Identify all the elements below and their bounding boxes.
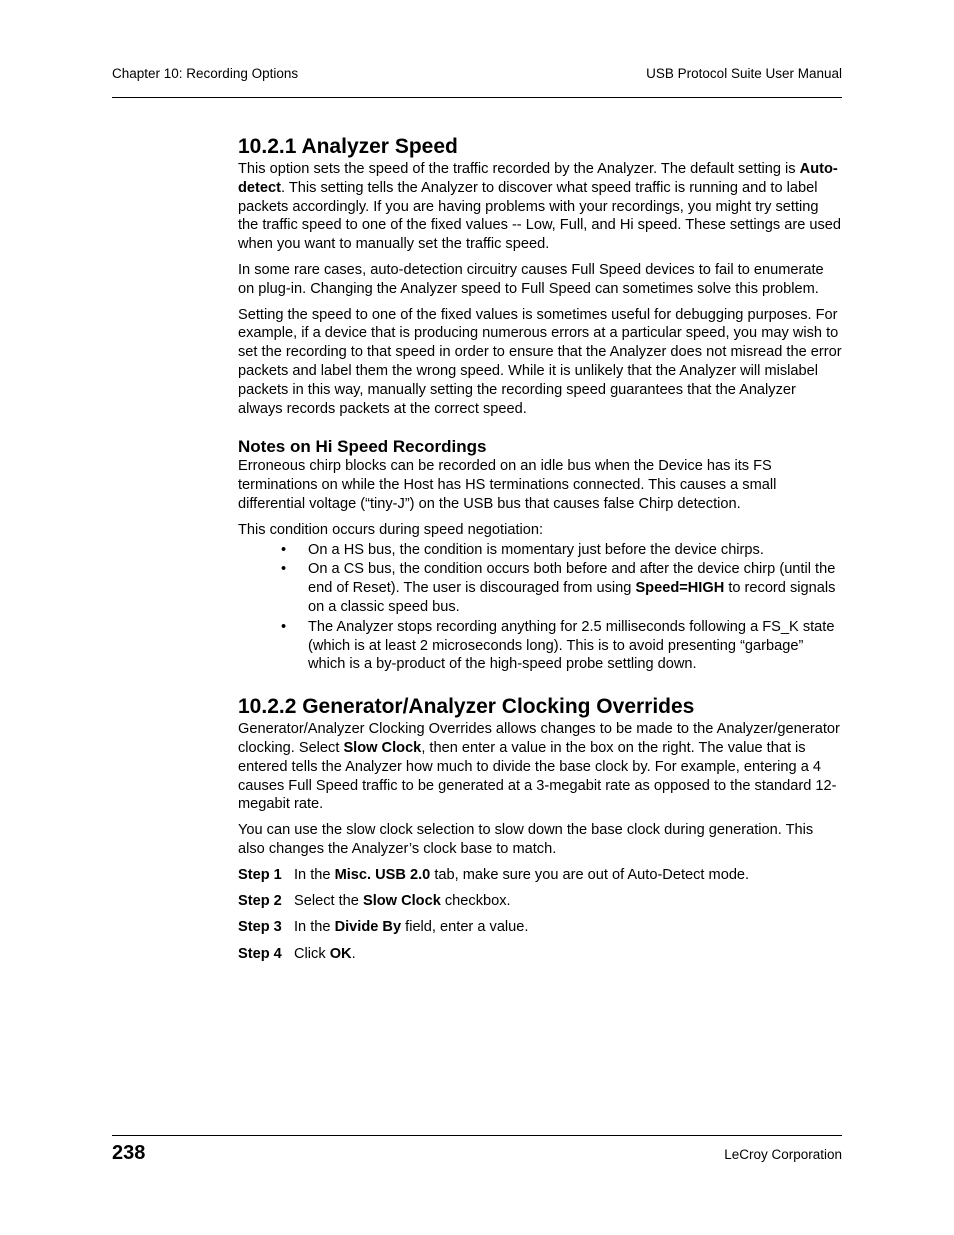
procedure-step: Step 3 In the Divide By field, enter a value. xyxy=(238,919,529,936)
paragraph: Setting the speed to one of the fixed values is sometimes useful for debugging purposes. For example, if a device that is producing numerous errors at a particular speed, you may wish to set the recording to that speed in order to ensure that the Analyzer does not misread the error packets and label them the wrong speed. While it is unlikely that the Analyzer will mislabel packets in this way, manually setting the recording speed guarantees that the Analyzer always records packets at the correct speed. xyxy=(238,306,842,417)
chapter-title: Chapter 10: Recording Options xyxy=(112,66,299,81)
procedure-step: Step 2 Select the Slow Clock checkbox. xyxy=(238,893,511,909)
paragraph: Generator/Analyzer Clocking Overrides allows changes to be made to the Analyzer/generator clocking. Select Slow Clock, then enter a value in the box on the right. The value that is entered tells the Analyzer how much to divide the base clock by. For example, entering a 4 causes Full Speed traffic to be generated at a 3-megabit rate as opposed to the standard 12-megabit rate. xyxy=(238,721,840,813)
manual-title: USB Protocol Suite User Manual xyxy=(646,66,842,81)
company-name: LeCroy Corporation xyxy=(724,1147,842,1162)
procedure-step: Step 4 Click OK. xyxy=(238,945,356,962)
header-rule xyxy=(112,97,842,98)
step-label: Step 3 xyxy=(238,919,282,936)
procedure-step: Step 1 In the Misc. USB 2.0 tab, make sure you are out of Auto-Detect mode. xyxy=(238,866,750,883)
list-item: • On a HS bus, the condition is momentary just before the device chirps. xyxy=(281,541,764,558)
step-label: Step 4 xyxy=(238,945,282,962)
bullet-icon: • xyxy=(281,561,287,578)
list-item: • On a CS bus, the condition occurs both before and after the device chirp (until the end of Reset). The user is discouraged from using Speed=HIGH to record signals on a classic speed bus. xyxy=(281,561,836,615)
list-item: • The Analyzer stops recording anything for 2.5 milliseconds following a FS_K state (which is at least 2 microseconds long). This is to avoid presenting “garbage” which is a by-product of the high-speed probe settling down. xyxy=(281,618,835,673)
subheading-notes-hi-speed: Notes on Hi Speed Recordings xyxy=(238,437,487,457)
paragraph: You can use the slow clock selection to slow down the base clock during generation. This also changes the Analyzer’s clock base to match. xyxy=(238,822,814,857)
paragraph: This condition occurs during speed negotiation: xyxy=(238,521,544,538)
page-number: 238 xyxy=(112,1142,146,1164)
step-label: Step 2 xyxy=(238,893,282,909)
step-label: Step 1 xyxy=(238,866,282,883)
bullet-icon: • xyxy=(281,541,287,558)
section-heading-analyzer-speed: 10.2.1 Analyzer Speed xyxy=(238,135,458,158)
paragraph: In some rare cases, auto-detection circuitry causes Full Speed devices to fail to enumerate on plug-in. Changing the Analyzer speed to Full Speed can sometimes solve this problem. xyxy=(238,261,824,297)
running-header xyxy=(112,66,842,84)
bullet-icon: • xyxy=(281,618,287,635)
paragraph: Erroneous chirp blocks can be recorded on an idle bus when the Device has its FS terminations on while the Host has HS terminations connected. This causes a small differential voltage (“tiny-J”) on the USB bus that causes false Chirp detection. xyxy=(238,458,777,512)
section-heading-clocking-overrides: 10.2.2 Generator/Analyzer Clocking Overrides xyxy=(238,695,695,719)
bullet-list xyxy=(238,541,842,675)
footer-rule xyxy=(112,1135,842,1136)
paragraph: This option sets the speed of the traffic recorded by the Analyzer. The default setting is Auto-detect. This setting tells the Analyzer to discover what speed traffic is running and to label packets accordingly. If you are having problems with your recordings, you might try setting the traffic speed to one of the fixed values -- Low, Full, and Hi speed. These settings are used when you want to manually set the traffic speed. xyxy=(238,161,842,253)
page-footer xyxy=(112,1142,842,1168)
page-body xyxy=(238,134,842,971)
